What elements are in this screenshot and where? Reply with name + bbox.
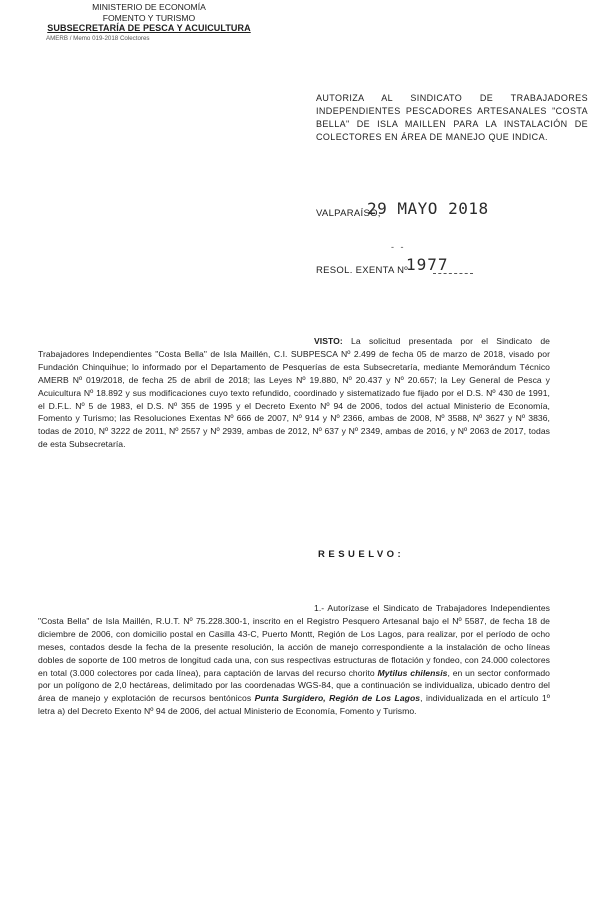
document-subject: AUTORIZA AL SINDICATO DE TRABAJADORES INDEPENDIENTES PESCADORES ARTESANALES "COSTA BELLA" DE ISLA MAILLEN PARA LA INSTALACIÓN DE COLECTORES EN ÁREA DE MANEJO QUE INDICA. [316,93,588,142]
resolution-underline [433,273,473,274]
article-1-text-a: Autorízase el Sindicato de Trabajadores Independientes "Costa Bella" de Isla Maillén, R.U.T. Nº 75.228.300-1, inscrito en el Registro Pesquero Artesanal bajo el Nº 5587, de fecha 18 de diciembre de 2006, con domicilio postal en Casilla 43-C, Puerto Montt, Región de Los Lagos, para realizar, por el período de ocho meses, contados desde la fecha de la presente resolución, la acción de manejo correspondiente a la instalación de ocho líneas dobles de soporte de 100 metros de longitud cada una, con sus respectivas estructuras de flotación y fondeo, con 24.000 colectores en total (3.000 colectores por cada línea), para captación de larvas del recurso chorito [38,603,550,678]
visto-label: VISTO: [314,336,343,346]
letterhead [44,2,254,44]
resuelvo-heading: RESUELVO: [318,549,405,560]
visto-paragraph [38,335,550,451]
species-name: Mytilus chilensis [377,667,448,678]
article-1-text-b: , en un sector conformado por un polígono de 2,0 hectáreas, delimitado por las coordenadas WGS-84, que a continuación se individualiza, ubicado dentro del área de manejo y explotación de recursos bentónicos [38,667,551,704]
ministry-subtitle: FOMENTO Y TURISMO [102,12,196,23]
article-1-text-c: , individualizada en el artículo 1º letra a) del Decreto Exento Nº 94 de 2006, del actual Ministerio de Economía, Fomento y Turismo. [38,693,550,717]
ministry-name: MINISTERIO DE ECONOMÍA [92,2,206,12]
visto-text: La solicitud presentada por el Sindicato de Trabajadores Independientes "Costa Bella" de Isla Maillén, C.I. SUBPESCA Nº 2.499 de fecha 05 de marzo de 2018, visado por Fundación Chinquihue; lo informado por el Departamento de Pesquerías de esta Subsecretaría, mediante Memorándum Técnico AMERB Nº 019/2018, de fecha 25 de abril de 2018; las Leyes Nº 19.880, Nº 20.437 y Nº 20.657; la Ley General de Pesca y Acuicultura Nº 18.892 y sus modificaciones cuyo texto refundido, coordinado y sistematizado fue fijado por el D.S. Nº 430 de 1991, el D.F.L. Nº 5 de 1983, el D.S. Nº 355 de 1995 y el Decreto Exento Nº 94 de 2006, todos del actual Ministerio de Economía, Fomento y Turismo; las Resoluciones Exentas Nº 666 de 2007, Nº 914 y Nº 2366, ambas de 2008, Nº 3588, Nº 3627 y Nº 3836, todas de 2010, Nº 3222 de 2011, Nº 2557 y Nº 2939, ambas de 2012, Nº 637 y Nº 2349, ambas de 2016, y Nº 2063 de 2017, todas de esta Subsecretaría. [38,336,550,450]
stamp-mark: ‑ ‑ [391,242,406,252]
article-1-paragraph [38,602,550,718]
resolution-number: 1977 [406,255,449,274]
place-label: VALPARAÍSO, [316,208,381,219]
date-stamp: 29 MAYO 2018 [367,199,489,218]
memo-reference: AMERB / Memo 019-2018 Colectores [46,34,150,42]
resolution-label: RESOL. EXENTA Nº [316,265,409,276]
subsecretariat-name: SUBSECRETARÍA DE PESCA Y ACUICULTURA [47,23,251,34]
article-1-label: 1.- [314,603,325,613]
management-area-name: Punta Surgidero, Región de Los Lagos [254,693,421,704]
